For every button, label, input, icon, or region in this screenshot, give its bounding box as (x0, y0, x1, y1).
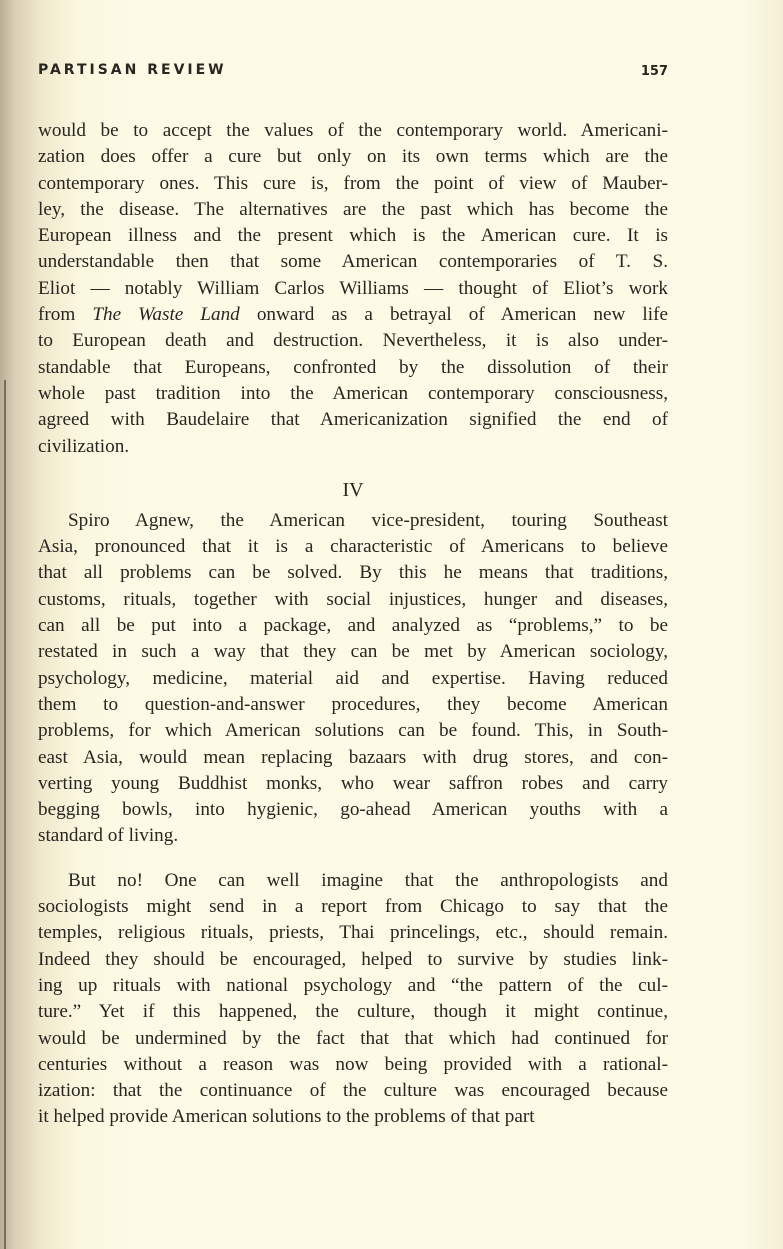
text-line: can all be put into a package, and analyzed as “problems,” to be (38, 615, 668, 637)
text-line: verting young Buddhist monks, who wear saffron robes and carry (38, 772, 668, 794)
text-line: contemporary ones. This cure is, from the point of view of Mauber- (38, 172, 668, 194)
text-line: standard of living. (38, 825, 179, 847)
section-heading: IV (342, 478, 364, 501)
paragraph (38, 508, 668, 850)
text-line: would be to accept the values of the contemporary world. Americani- (38, 120, 668, 141)
text-line: Eliot — notably William Carlos Williams — thought of Eliot’s work (38, 277, 668, 299)
text-line: from The Waste Land onward as a betrayal of American new life (38, 304, 668, 326)
text-line: them to question-and-answer procedures, they become American (38, 693, 668, 715)
paragraph-gap (38, 850, 668, 868)
text-line: whole past tradition into the American contemporary consciousness, (38, 382, 668, 404)
text-line: civilization. (38, 435, 130, 457)
text-line: standable that Europeans, confronted by the dissolution of their (38, 356, 668, 378)
text-line: would be undermined by the fact that that which had continued for (38, 1027, 668, 1049)
running-title: PARTISAN REVIEW (38, 62, 227, 78)
text-line: agreed with Baudelaire that Americanization signified the end of (38, 409, 668, 431)
text-line: Indeed they should be encouraged, helped to survive by studies link- (38, 948, 668, 970)
text-line: centuries without a reason was now being provided with a rational- (38, 1053, 668, 1075)
text-line: customs, rituals, together with social injustices, hunger and diseases, (38, 588, 668, 610)
text-line: problems, for which American solutions can be found. This, in South- (38, 720, 668, 742)
text-line: ley, the disease. The alternatives are the past which has become the (38, 198, 668, 220)
text-line: Spiro Agnew, the American vice-president, touring Southeast (68, 509, 668, 531)
paragraph (38, 868, 668, 1131)
text-line: restated in such a way that they can be met by American sociology, (38, 641, 668, 663)
text-line: to European death and destruction. Nevertheless, it is also under- (38, 330, 668, 352)
text-line: European illness and the present which is the American cure. It is (38, 225, 668, 247)
text-line: But no! One can well imagine that the anthropologists and (68, 869, 668, 891)
body-text (38, 118, 668, 1131)
page-number: 157 (640, 64, 668, 79)
text-line: temples, religious rituals, priests, Thai princelings, etc., should remain. (38, 922, 668, 944)
text-line: psychology, medicine, material aid and expertise. Having reduced (38, 667, 668, 689)
text-line: begging bowls, into hygienic, go-ahead American youths with a (38, 799, 668, 821)
text-line: Asia, pronounced that it is a characteristic of Americans to believe (38, 536, 668, 558)
paragraph (38, 118, 668, 460)
text-line: zation does offer a cure but only on its own terms which are the (38, 146, 668, 168)
text-line: ization: that the continuance of the culture was encouraged because (38, 1080, 668, 1102)
text-line: ture.” Yet if this happened, the culture, though it might continue, (38, 1001, 668, 1023)
page-header (38, 62, 668, 86)
text-line: sociologists might send in a report from Chicago to say that the (38, 896, 668, 918)
text-line: that all problems can be solved. By this he means that traditions, (38, 562, 668, 584)
book-binding-edge (4, 380, 6, 1249)
text-line: it helped provide American solutions to the problems of that part (38, 1106, 535, 1128)
text-line: understandable then that some American contemporaries of T. S. (38, 251, 668, 273)
text-line: ing up rituals with national psychology and “the pattern of the cul- (38, 974, 668, 996)
italic-title: The Waste Land (92, 304, 240, 326)
text-line: east Asia, would mean replacing bazaars with drug stores, and con- (38, 746, 668, 768)
